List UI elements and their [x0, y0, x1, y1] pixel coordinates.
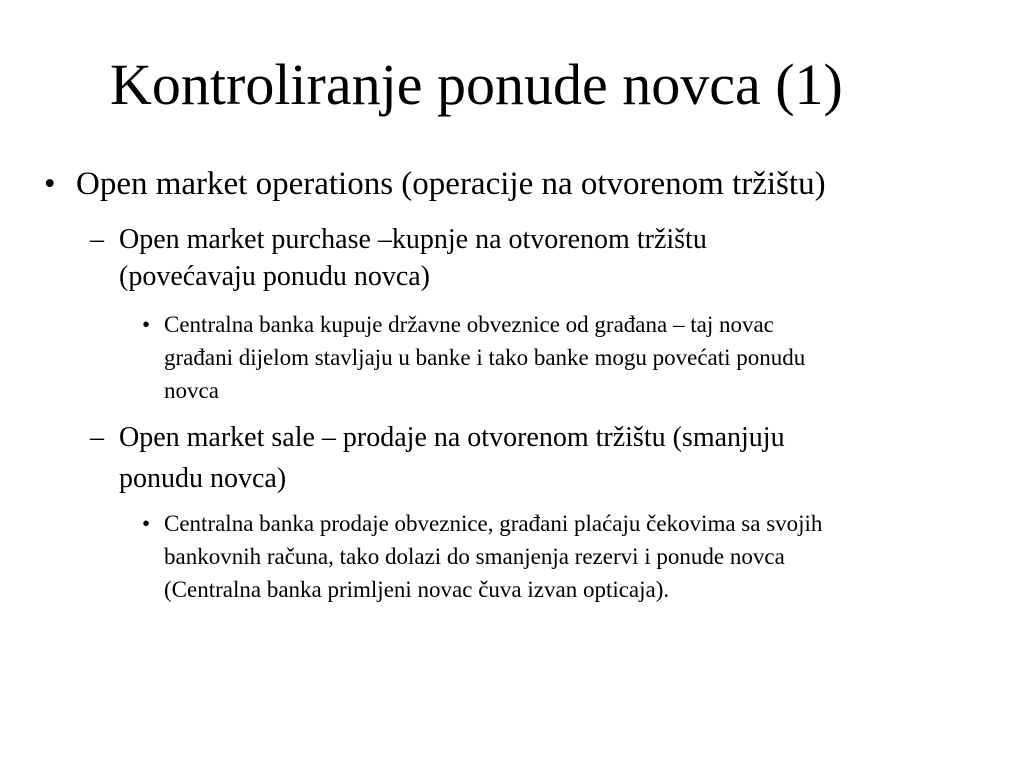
dash-marker: –	[90, 422, 104, 453]
subitem-sale-line1: Open market sale – prodaje na otvorenom tržištu (smanjuju	[119, 422, 785, 453]
slide-title: Kontroliranje ponude novca (1)	[110, 52, 843, 117]
sub-bullet-marker: •	[142, 511, 151, 536]
bullet-marker: •	[44, 166, 56, 202]
detail-purchase-line1: Centralna banka kupuje državne obveznice od građana – taj novac	[164, 312, 774, 337]
detail-sale-line3: (Centralna banka primljeni novac čuva izvan opticaja).	[164, 577, 670, 602]
subitem-purchase-line2: (povećavaju ponudu novca)	[119, 261, 430, 292]
subitem-purchase-line1: Open market purchase –kupnje na otvorenom tržištu	[119, 224, 707, 255]
detail-purchase-line2: građani dijelom stavljaju u banke i tako banke mogu povećati ponudu	[164, 345, 806, 370]
detail-sale-line1: Centralna banka prodaje obveznice, građani plaćaju čekovima sa svojih	[164, 511, 823, 536]
bullet-open-market-operations: Open market operations (operacije na otvorenom tržištu)	[76, 166, 826, 202]
dash-marker: –	[90, 224, 104, 255]
sub-bullet-marker: •	[142, 312, 151, 337]
subitem-sale-line2: ponudu novca)	[119, 463, 287, 494]
detail-sale-line2: bankovnih računa, tako dolazi do smanjenja rezervi i ponude novca	[164, 544, 785, 569]
detail-purchase-line3: novca	[164, 378, 219, 403]
